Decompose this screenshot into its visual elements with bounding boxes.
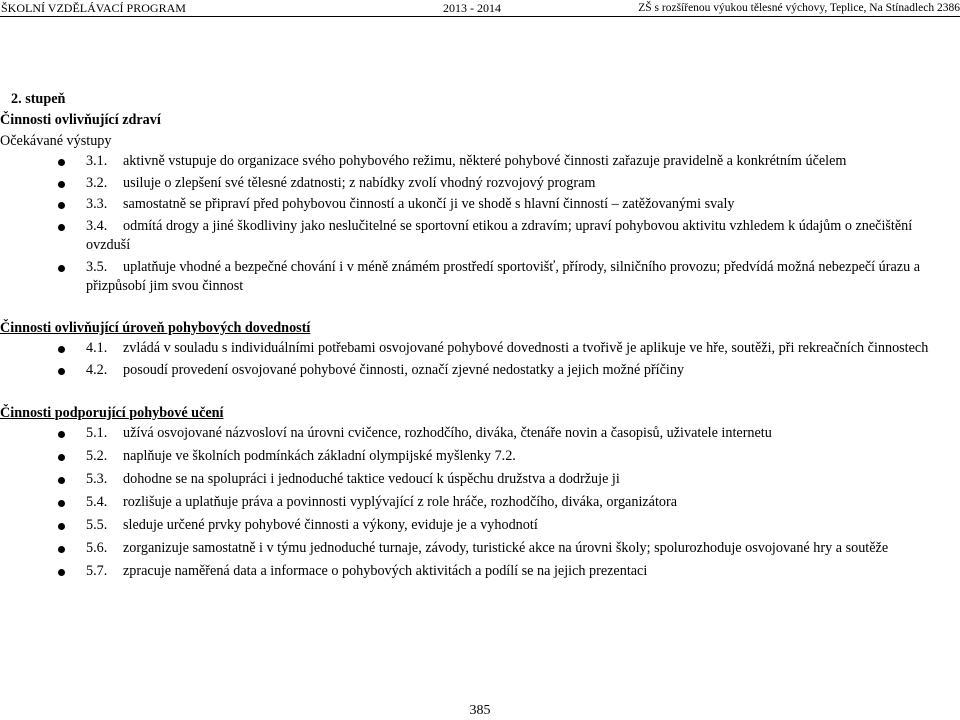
stage-heading: 2. stupeň (11, 91, 66, 107)
item-number: 5.3. (86, 470, 108, 487)
list-item (0, 516, 958, 536)
item-text: odmítá drogy a jiné škodliviny jako neslučitelné se sportovní etikou a zdravím; upraví pohybovou aktivitu vzhledem k údajům o znečištění ovzduší (86, 217, 913, 253)
item-number: 4.2. (86, 362, 108, 378)
page-number: 385 (469, 703, 491, 718)
item-text: dohodne se na spolupráci i jednoduché taktice vedoucí k úspěchu družstva a dodržuje ji (123, 470, 620, 487)
page-header (0, 0, 960, 17)
document-body (0, 89, 958, 585)
item-text: naplňuje ve školních podmínkách základní olympijské myšlenky 7.2. (123, 447, 516, 464)
header-school-year: 2013 - 2014 (443, 1, 501, 15)
item-text: zpracuje naměřená data a informace o pohybových aktivitách a podílí se na jejich prezentaci (123, 562, 648, 579)
item-text: zorganizuje samostatně i v týmu jednoduché turnaje, závody, turistické akce na úrovni školy; spolurozhoduje osvojované hry a soutěže (123, 539, 889, 556)
item-number: 5.5. (86, 516, 108, 533)
list-item (0, 493, 958, 513)
item-number: 5.4. (86, 493, 108, 510)
item-text: zvládá v souladu s individuálními potřebami osvojované pohybové dovednosti a tvořivě je aplikuje ve hře, soutěži, při rekreačních činnostech (123, 339, 929, 356)
section-title-movement-skills: Činnosti ovlivňující úroveň pohybových dovedností (0, 319, 311, 336)
item-text: uplatňuje vhodné a bezpečné chování i v méně známém prostředí sportovišť, přírody, silničního provozu; předvídá možná nebezpečí úrazu a přizpůsobí jim svou činnost (86, 258, 921, 294)
item-number: 5.6. (86, 539, 108, 556)
list-item (0, 562, 958, 582)
outcomes-list-health (0, 152, 958, 297)
list-item (0, 539, 958, 559)
item-text: posoudí provedení osvojované pohybové činnosti, označí zjevné nedostatky a jejich možné příčiny (123, 362, 685, 378)
item-number: 3.4. (86, 217, 108, 234)
item-number: 5.2. (86, 447, 108, 464)
section-title-movement-learning: Činnosti podporující pohybové učení (0, 404, 224, 421)
expected-outcomes-label: Očekávané výstupy (0, 133, 112, 149)
list-item (0, 424, 958, 444)
item-text: samostatně se připraví před pohybovou činností a ukončí ji ve shodě s hlavní činností – zatěžovanými svaly (123, 196, 735, 212)
section-heading: Činnosti ovlivňující zdraví (0, 112, 161, 128)
list-item (0, 361, 958, 381)
item-number: 3.2. (86, 174, 108, 191)
outcomes-list-movement-skills (0, 339, 958, 381)
list-item (0, 470, 958, 490)
header-school-program: ŠKOLNÍ VZDĚLÁVACÍ PROGRAM (1, 1, 186, 15)
item-number: 5.7. (86, 562, 108, 579)
item-number: 3.5. (86, 258, 108, 275)
list-item (0, 258, 958, 297)
item-text: užívá osvojované názvosloví na úrovni cvičence, rozhodčího, diváka, čtenáře novin a časopisů, uživatele internetu (123, 424, 772, 441)
item-text: sleduje určené prvky pohybové činnosti a výkony, eviduje je a vyhodnotí (123, 516, 538, 533)
item-text: rozlišuje a uplatňuje práva a povinnosti vyplývající z role hráče, rozhodčího, diváka, organizátora (123, 493, 678, 510)
item-text: aktivně vstupuje do organizace svého pohybového režimu, některé pohybové činnosti zařazuje pravidelně a konkrétním účelem (123, 153, 847, 169)
list-item (0, 447, 958, 467)
list-item (0, 339, 958, 359)
item-number: 3.1. (86, 153, 108, 169)
list-item (0, 217, 958, 256)
list-item (0, 174, 958, 194)
item-text: usiluje o zlepšení své tělesné zdatnosti; z nabídky zvolí vhodný rozvojový program (123, 174, 596, 191)
list-item (0, 195, 958, 215)
outcomes-list-movement-learning (0, 424, 958, 582)
header-school-name: ZŠ s rozšířenou výukou tělesné výchovy, Teplice, Na Stínadlech 2386 (638, 2, 960, 14)
list-item (0, 152, 958, 172)
item-number: 3.3. (86, 196, 108, 212)
item-number: 4.1. (86, 339, 108, 356)
item-number: 5.1. (86, 424, 108, 441)
